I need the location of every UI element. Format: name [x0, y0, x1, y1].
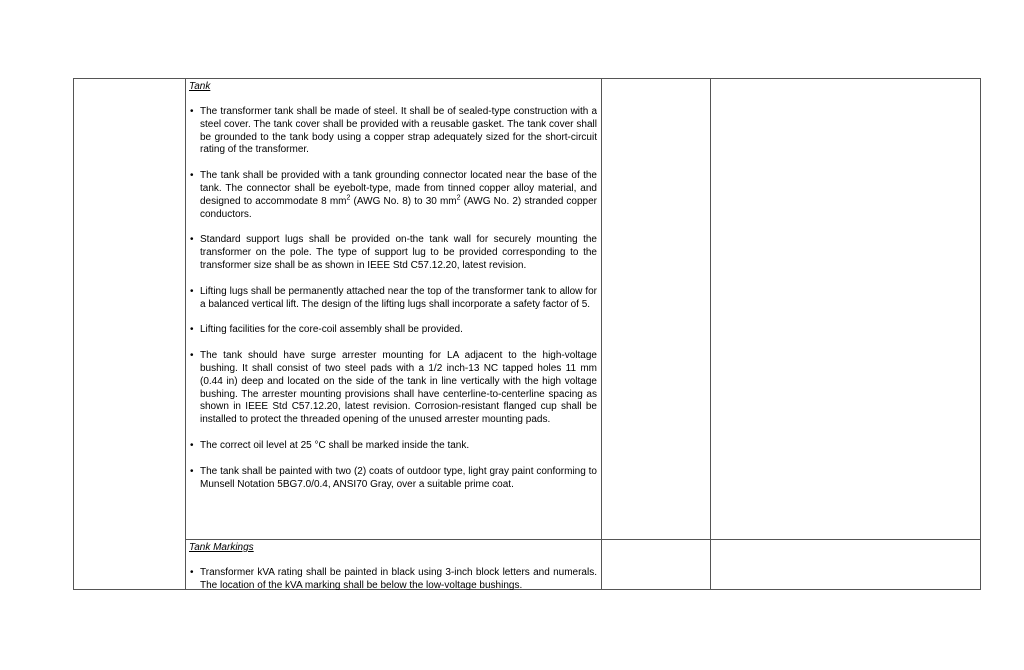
bullet-icon: •	[190, 439, 194, 451]
list-item: • The transformer tank shall be made of steel. It shall be of sealed-type construction with a steel cover. The tank cover shall be provided with a reusable gasket. The tank cover shall be grounded to the tank body using a copper strap adequately sized for the short-circuit rating of the transformer.	[190, 106, 597, 156]
bullet-icon: •	[190, 285, 194, 297]
list-item: • The tank shall be provided with a tank grounding connector located near the base of the tank. The connector shall be eyebolt-type, made from tinned copper alloy material, and designed to accommodate 8 $mm^2$ (AWG No. 8) to 30 $mm^2$ (AWG No. 2) stranded copper conductors.	[190, 170, 597, 220]
bullet-icon: •	[190, 350, 194, 362]
section-heading-tank: Tank	[189, 81, 211, 92]
bullet-icon: •	[190, 567, 194, 578]
tank-markings-section	[189, 540, 597, 590]
column-divider	[710, 79, 711, 589]
bullet-icon: •	[190, 234, 194, 246]
tank-markings-bullet-list	[189, 567, 597, 590]
section-heading-tank-markings: Tank Markings	[189, 542, 254, 553]
tank-bullet-list	[189, 106, 597, 491]
tank-section	[189, 79, 597, 491]
list-item: • Transformer kVA rating shall be painted in black using 3-inch block letters and numerals. The location of the kVA marking shall be below the low-voltage bushings.	[190, 567, 597, 590]
list-item: • Standard support lugs shall be provided on-the tank wall for securely mounting the transformer on the pole. The type of support lug to be provided corresponding to the transformer size shall be as shown in IEEE Std C57.12.20, latest revision.	[190, 234, 597, 271]
list-item: • The correct oil level at 25 °C shall be marked inside the tank.	[190, 439, 470, 451]
bullet-icon: •	[190, 465, 194, 477]
bullet-icon: •	[190, 324, 194, 336]
column-divider	[601, 79, 602, 589]
column-divider	[185, 79, 186, 589]
spec-table	[73, 78, 981, 590]
bullet-icon: •	[190, 106, 194, 117]
list-item: • Lifting lugs shall be permanently attached near the top of the transformer tank to allow for a balanced vertical lift. The design of the lifting lugs shall incorporate a safety factor of 5.	[190, 285, 597, 310]
list-item: • The tank should have surge arrester mounting for LA adjacent to the high-voltage bushing. It shall consist of two steel pads with a 1/2 inch-13 NC tapped holes 11 mm (0.44 in) deep and located on the side of the tank in line vertically with the high voltage bushing. The arrester mounting provisions shall have centerline-to-centerline spacing as shown in IEEE Std C57.12.20, latest revision. Corrosion-resistant flanged cup shall be installed to protect the threaded opening of the unused arrester mounting pads.	[190, 350, 597, 426]
list-item: • The tank shall be painted with two (2) coats of outdoor type, light gray paint conforming to Munsell Notation 5BG7.0/0.4, ANSI70 Gray, over a suitable prime coat.	[190, 465, 597, 490]
bullet-icon: •	[190, 170, 194, 182]
list-item: • Lifting facilities for the core-coil assembly shall be provided.	[190, 324, 463, 336]
